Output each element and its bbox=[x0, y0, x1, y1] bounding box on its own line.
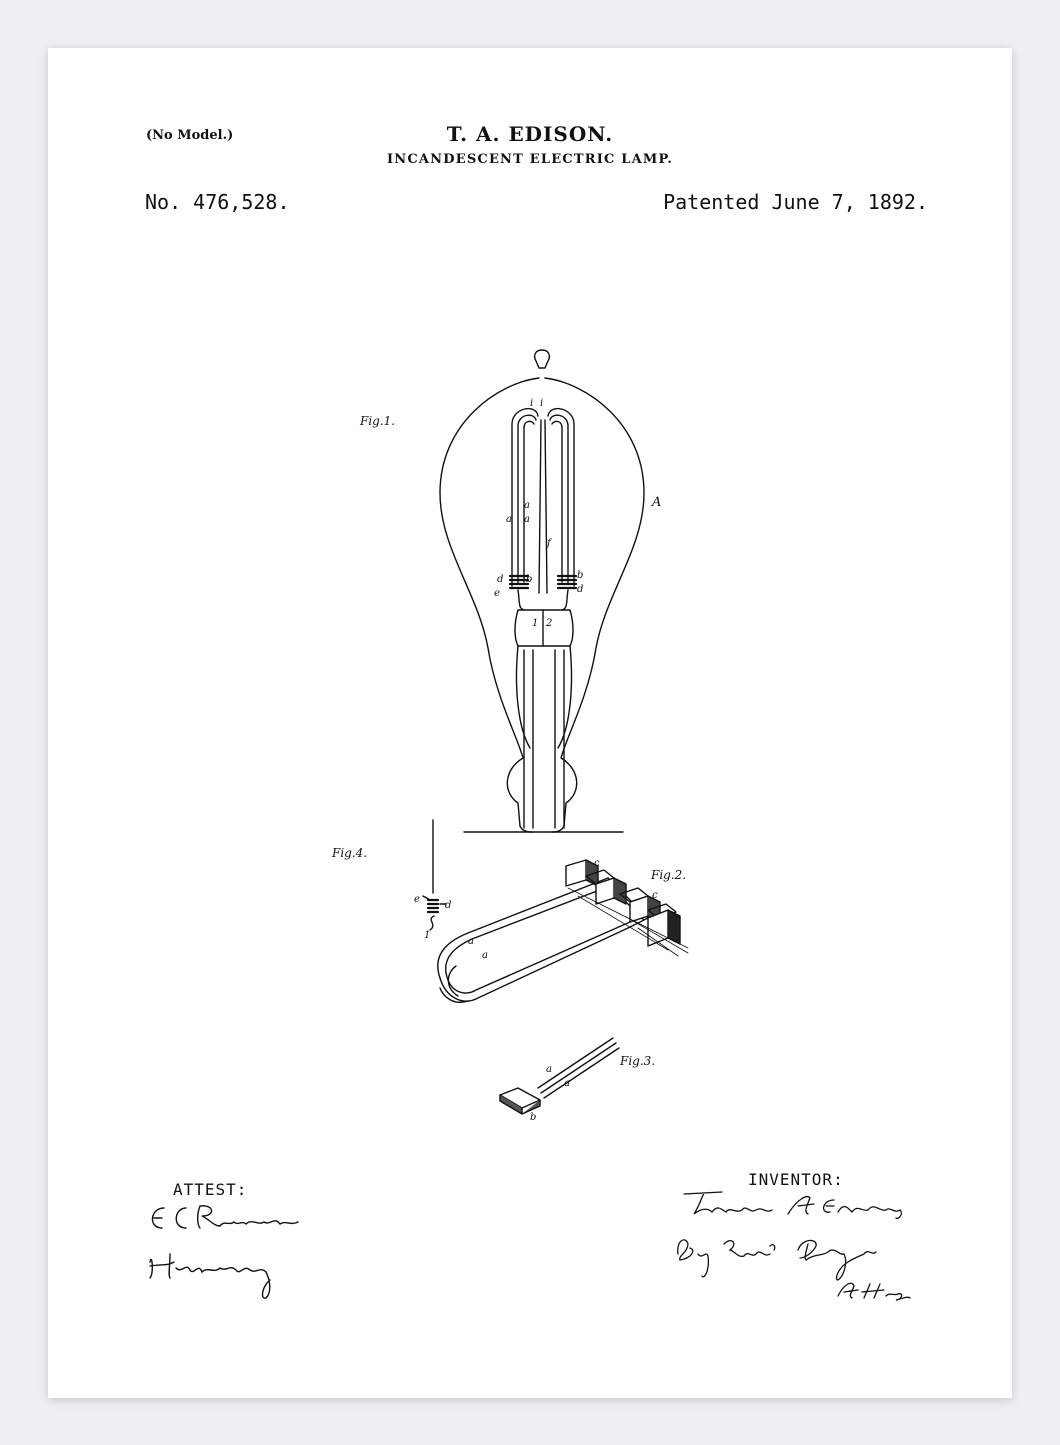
svg-text:a: a bbox=[524, 514, 530, 525]
patent-date: Patented June 7, 1892. bbox=[663, 190, 928, 214]
svg-text:1: 1 bbox=[532, 618, 539, 629]
svg-text:e: e bbox=[414, 894, 420, 905]
fig4-label: Fig.4. bbox=[332, 846, 368, 860]
svg-text:d: d bbox=[577, 584, 584, 595]
svg-text:e: e bbox=[494, 588, 500, 599]
patent-number: No. 476,528. bbox=[145, 190, 290, 214]
svg-text:a: a bbox=[546, 1064, 552, 1075]
attest-label: ATTEST: bbox=[173, 1180, 248, 1199]
fig2-label: Fig.2. bbox=[651, 868, 687, 882]
svg-text:i: i bbox=[540, 398, 544, 409]
svg-text:a: a bbox=[468, 936, 474, 947]
svg-text:a: a bbox=[524, 500, 530, 511]
svg-text:i: i bbox=[530, 398, 534, 409]
svg-text:b: b bbox=[526, 574, 533, 585]
svg-text:a: a bbox=[482, 950, 488, 961]
svg-text:2: 2 bbox=[546, 618, 553, 629]
fig1-label: Fig.1. bbox=[360, 414, 396, 428]
svg-text:d: d bbox=[497, 574, 504, 585]
svg-text:a: a bbox=[506, 514, 512, 525]
patent-sheet bbox=[48, 48, 1012, 1398]
svg-text:c: c bbox=[652, 890, 658, 901]
invention-title: INCANDESCENT ELECTRIC LAMP. bbox=[386, 152, 674, 167]
svg-text:f: f bbox=[547, 538, 551, 549]
inventor-signatures bbox=[658, 1188, 958, 1318]
svg-text:c: c bbox=[594, 858, 600, 869]
model-note: (No Model.) bbox=[146, 128, 234, 143]
svg-text:b: b bbox=[577, 570, 584, 581]
fig1-lamp-drawing bbox=[440, 350, 644, 832]
svg-text:a: a bbox=[564, 1078, 570, 1089]
svg-text:d: d bbox=[445, 900, 452, 911]
svg-text:1: 1 bbox=[424, 930, 431, 941]
fig4-drawing bbox=[423, 820, 446, 930]
inventor-label: INVENTOR: bbox=[748, 1170, 844, 1189]
fig3-label: Fig.3. bbox=[620, 1054, 656, 1068]
svg-text:b: b bbox=[530, 1112, 537, 1123]
witness-signatures bbox=[140, 1200, 350, 1310]
fig3-drawing bbox=[500, 1038, 619, 1114]
inventor-name-heading: T. A. EDISON. bbox=[446, 122, 614, 146]
svg-text:A: A bbox=[652, 495, 662, 510]
